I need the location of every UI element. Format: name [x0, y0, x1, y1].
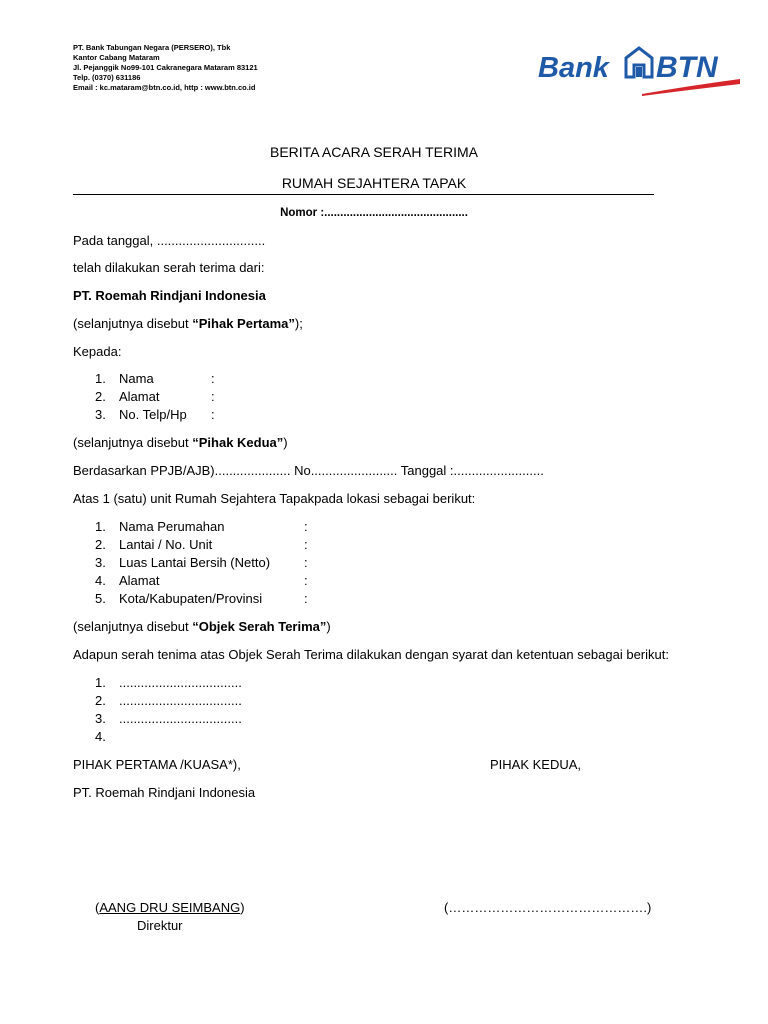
pihak-pertama-term: “Pihak Pertama” [192, 316, 295, 331]
list-item-text: .................................. [119, 693, 242, 708]
list-item-colon: : [304, 591, 308, 606]
ppjb-line: Berdasarkan PPJB/AJB)..................... No........................ Tanggal :......................... [73, 463, 544, 478]
signatory-left-title: Direktur [137, 918, 183, 933]
list-item-number: 1. [95, 519, 106, 534]
header-line-company: PT. Bank Tabungan Negara (PERSERO), Tbk [73, 43, 231, 52]
pihak-kedua-term: “Pihak Kedua” [192, 435, 284, 450]
list-item-colon: : [211, 389, 215, 404]
house-icon [626, 48, 652, 77]
list-item-number: 2. [95, 389, 106, 404]
list-item-label: Alamat [119, 573, 160, 588]
paren-open: ( [95, 900, 100, 915]
kepada-label: Kepada: [73, 344, 122, 359]
pihak-kedua-line [73, 435, 288, 450]
header-line-phone: Telp. (0370) 631186 [73, 73, 141, 82]
pihak-pertama-line [73, 316, 303, 331]
signatory-left-name-line [95, 900, 245, 915]
list-item-colon: : [304, 555, 308, 570]
pihak-kedua-suffix: ) [283, 435, 288, 450]
list-item-colon: : [304, 573, 308, 588]
location-intro-line: Atas 1 (satu) unit Rumah Sejahtera Tapakpada lokasi sebagai berikut: [73, 491, 476, 506]
signatory-left-label: PIHAK PERTAMA /KUASA*), [73, 757, 241, 772]
list-item-colon: : [211, 371, 215, 386]
objek-term: “Objek Serah Terima” [192, 619, 327, 634]
terms-intro-line: Adapun serah tenima atas Objek Serah Terima dilakukan dengan syarat dan ketentuan sebagai berikut: [73, 647, 669, 662]
list-item-text: .................................. [119, 675, 242, 690]
list-item-colon: : [211, 407, 215, 422]
date-line: Pada tanggal, .............................. [73, 233, 266, 248]
signatory-right-blank: (……………………………………….) [444, 900, 652, 915]
objek-suffix: ) [326, 619, 331, 634]
pihak-pertama-prefix: (selanjutnya disebut [73, 316, 193, 331]
doc-title: BERITA ACARA SERAH TERIMA [270, 144, 478, 160]
list-item-number: 1. [95, 371, 106, 386]
signatory-right-label: PIHAK KEDUA, [490, 757, 582, 772]
list-item-number: 4. [95, 573, 106, 588]
title-divider [73, 194, 654, 195]
list-item-label: No. Telp/Hp [119, 407, 187, 422]
pihak-pertama-suffix: ); [294, 316, 303, 331]
list-item-label: Nama Perumahan [119, 519, 225, 534]
objek-line [73, 619, 331, 634]
company-name: PT. Roemah Rindjani Indonesia [73, 288, 266, 303]
list-item-text: .................................. [119, 711, 242, 726]
objek-prefix: (selanjutnya disebut [73, 619, 193, 634]
list-item-number: 1. [95, 675, 106, 690]
list-item-label: Kota/Kabupaten/Provinsi [119, 591, 263, 606]
header-line-address: Jl. Pejanggik No99-101 Cakranegara Mataram 83121 [73, 63, 258, 72]
pihak-kedua-prefix: (selanjutnya disebut [73, 435, 193, 450]
list-item-colon: : [304, 537, 308, 552]
svg-text:BTN: BTN [656, 51, 718, 84]
paren-close: ) [240, 900, 245, 915]
list-item-label: Lantai / No. Unit [119, 537, 213, 552]
doc-number: Nomor :............................................. [280, 207, 468, 219]
list-item-number: 5. [95, 591, 106, 606]
list-item-number: 4. [95, 729, 106, 744]
signatory-left-name: AANG DRU SEIMBANG [99, 900, 241, 915]
bank-btn-logo [538, 44, 744, 100]
signatory-left-company: PT. Roemah Rindjani Indonesia [73, 785, 256, 800]
list-item-number: 2. [95, 693, 106, 708]
list-item-label: Luas Lantai Bersih (Netto) [119, 555, 271, 570]
header-line-branch: Kantor Cabang Mataram [73, 53, 160, 62]
list-item-number: 3. [95, 407, 106, 422]
header-line-email: Email : kc.mataram@btn.co.id, http : www.btn.co.id [73, 83, 256, 92]
doc-subtitle: RUMAH SEJAHTERA TAPAK [281, 175, 467, 191]
svg-text:Bank: Bank [538, 52, 609, 84]
handover-from-line: telah dilakukan serah terima dari: [73, 260, 265, 275]
list-item-label: Nama [119, 371, 154, 386]
list-item-label: Alamat [119, 389, 160, 404]
list-item-colon: : [304, 519, 308, 534]
list-item-number: 3. [95, 711, 106, 726]
list-item-number: 2. [95, 537, 106, 552]
list-item-number: 3. [95, 555, 106, 570]
